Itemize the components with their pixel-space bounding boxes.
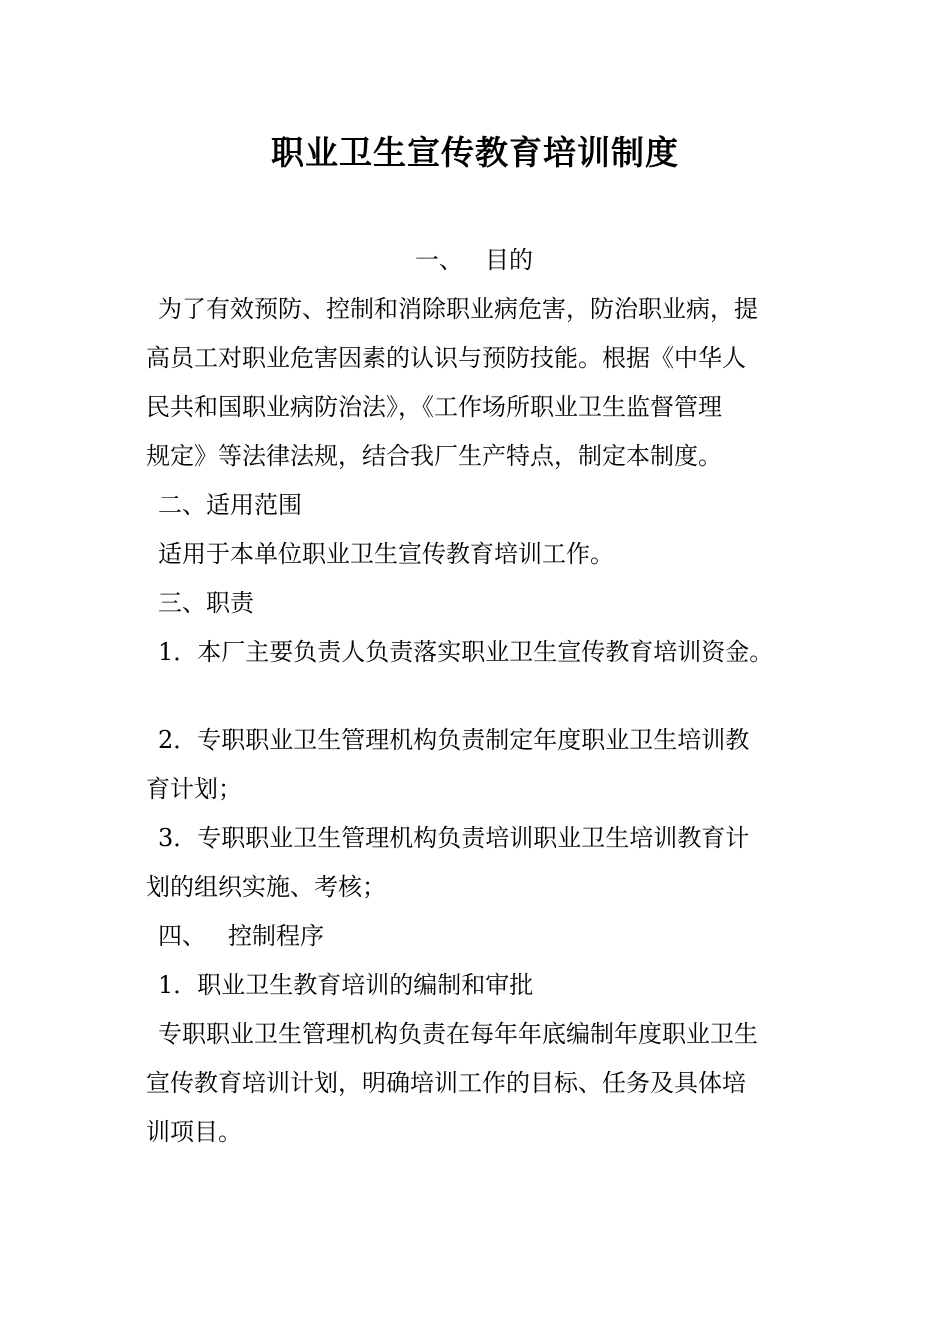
list-item: 1．职业卫生教育培训的编制和审批 [158,971,534,999]
list-item-continuation: 划的组织实施、考核； [146,873,386,901]
section-heading-scope: 二、适用范围 [158,491,302,519]
list-item: 1．本厂主要负责人负责落实职业卫生宣传教育培训资金。 [158,638,774,666]
paragraph-line: 民共和国职业病防治法》，《工作场所职业卫生监督管理 [146,393,722,421]
section-title: 目的 [485,246,533,274]
paragraph-line: 适用于本单位职业卫生宣传教育培训工作。 [158,540,614,568]
document-title: 职业卫生宣传教育培训制度 [271,133,679,172]
list-item: 3．专职职业卫生管理机构负责培训职业卫生培训教育计 [158,824,750,852]
paragraph-line: 训项目。 [146,1118,242,1146]
section-number: 一、 [415,246,463,274]
paragraph-line: 专职职业卫生管理机构负责在每年年底编制年度职业卫生 [158,1020,758,1048]
paragraph-line: 宣传教育培训计划，明确培训工作的目标、任务及具体培 [146,1069,746,1097]
section-heading-duties: 三、职责 [158,589,254,617]
section-number: 四、 [158,922,206,950]
paragraph-line: 规定》等法律法规，结合我厂生产特点，制定本制度。 [146,442,722,470]
section-title: 控制程序 [228,922,324,950]
list-item-continuation: 育计划； [146,775,242,803]
paragraph-line: 高员工对职业危害因素的认识与预防技能。根据《中华人 [146,344,746,372]
paragraph-line: 为了有效预防、控制和消除职业病危害，防治职业病，提 [158,295,758,323]
document-body [146,236,816,1157]
section-heading-procedure [146,912,816,961]
section-heading-purpose [146,236,802,285]
list-item: 2．专职职业卫生管理机构负责制定年度职业卫生培训教 [158,726,750,754]
blank-gap [146,677,816,716]
